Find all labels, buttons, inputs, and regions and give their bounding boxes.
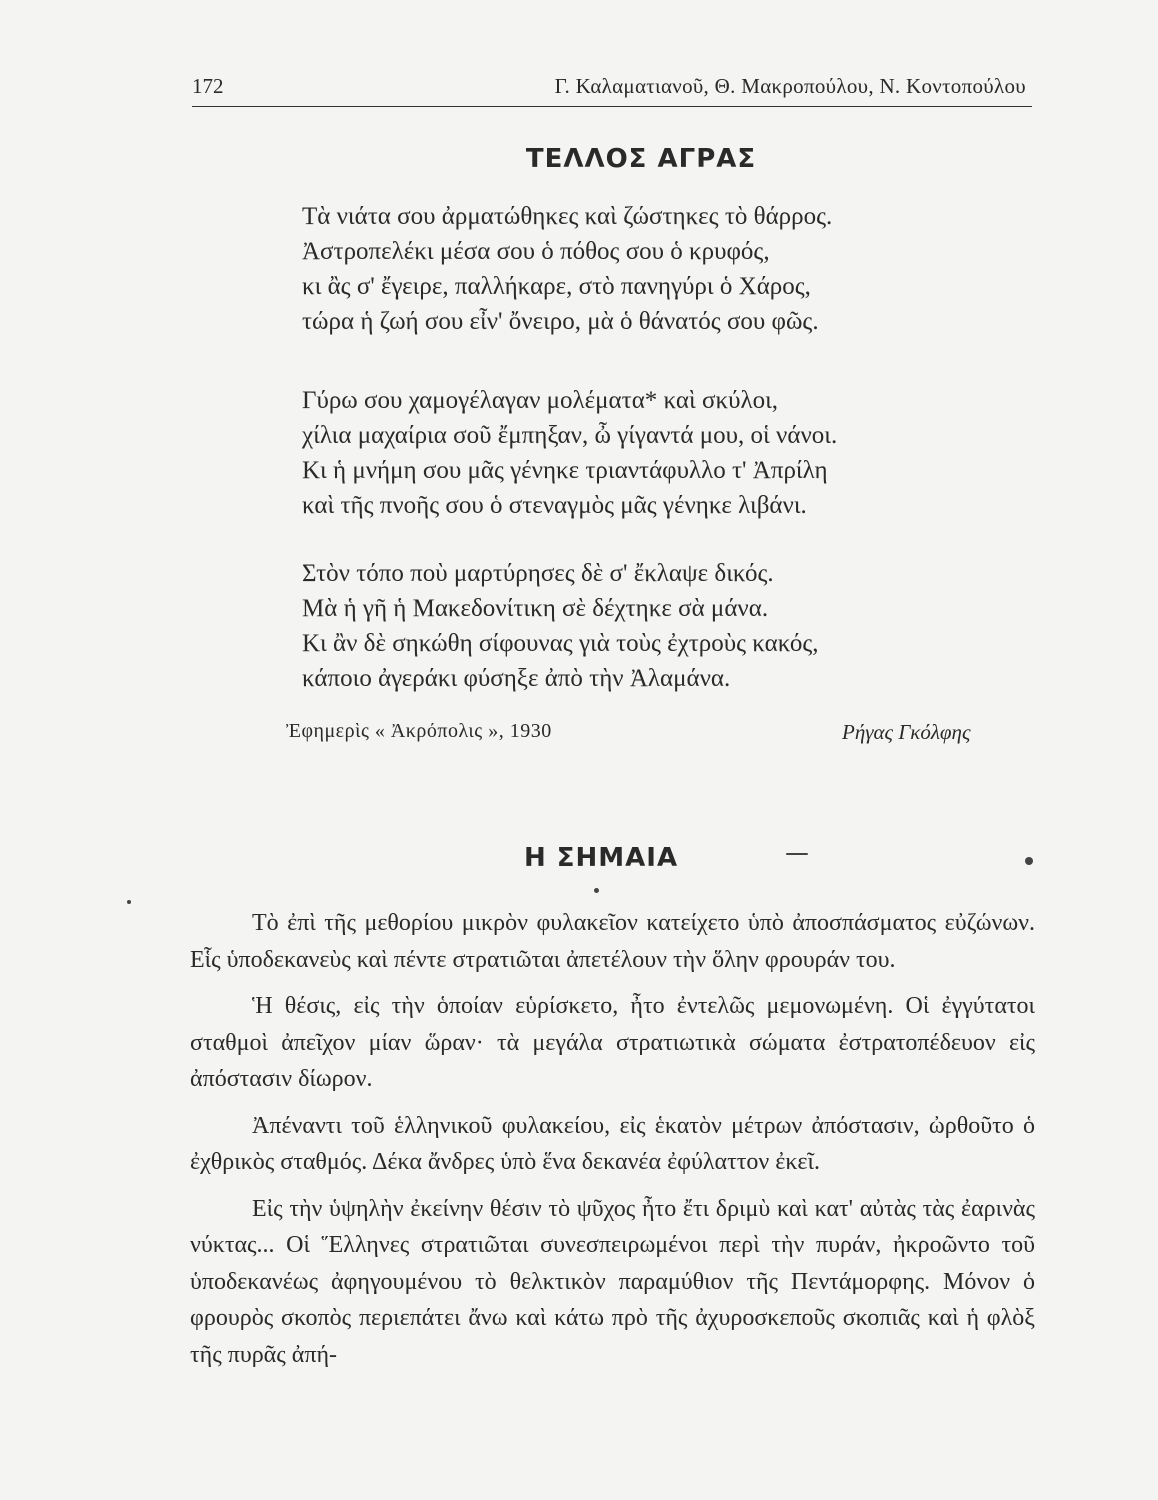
poem-line: χίλια μαχαίρια σοῦ ἔμπηξαν, ὦ γίγαντά μου, οἱ νάνοι. [302,422,838,449]
prose-paragraph: Ἀπέναντι τοῦ ἑλληνικοῦ φυλακείου, εἰς ἑκατὸν μέτρων ἀπόστασιν, ὠρθοῦτο ὁ ἐχθρικὸς σταθμός. Δέκα ἄνδρες ὑπὸ ἕνα δεκανέα ἐφύλαττον ἐκεῖ. [190,1112,1035,1175]
poem-stanza [302,199,832,339]
poem-line: κάποιο ἀγεράκι φύσηξε ἀπὸ τὴν Ἀλαμάνα. [302,665,731,692]
poem-title: ΤΕΛΛΟΣ ΑΓΡΑΣ [525,144,757,174]
ink-speck [594,888,599,893]
poem-author: Ρήγας Γκόλφης [842,720,971,744]
prose-paragraph: Ἡ θέσις, εἰς τὴν ὁποίαν εὑρίσκετο, ἦτο ἐντελῶς μεμονωμένη. Οἱ ἐγγύτατοι σταθμοὶ ἀπεῖχον μίαν ὥραν· τὰ μεγάλα στρατιωτικὰ σώματα ἐστρατοπέδευον εἰς ἀπόστασιν δίωρον. [190,993,1035,1092]
running-head: Γ. Καλαματιανοῦ, Θ. Μακροπούλου, Ν. Κοντοπούλου [554,74,1026,98]
poem-line: τώρα ἡ ζωή σου εἶν' ὄνειρο, μὰ ὁ θάνατός σου φῶς. [302,308,819,335]
poem-line: Γύρω σου χαμογέλαγαν μολέματα* καὶ σκύλοι, [302,387,779,414]
poem-line: Μὰ ἡ γῆ ἡ Μακεδονίτικη σὲ δέχτηκε σὰ μάνα. [302,595,769,622]
prose-title: Η ΣΗΜΑΙΑ [523,843,679,873]
poem-line: καὶ τῆς πνοῆς σου ὁ στεναγμὸς μᾶς γένηκε λιβάνι. [302,492,807,519]
ink-speck [127,900,131,904]
poem-stanza [302,383,837,523]
page-header [192,72,1032,107]
poem-line: Τὰ νιάτα σου ἀρματώθηκες καὶ ζώστηκες τὸ θάρρος. [302,203,833,230]
poem-line: Κι ἂν δὲ σηκώθη σίφουνας γιὰ τοὺς ἐχτροὺς κακός, [302,630,819,657]
poem-line: κι ἂς σ' ἔγειρε, παλλήκαρε, στὸ πανηγύρι ὁ Χάρος, [302,273,811,300]
poem-line: Στὸν τόπο ποὺ μαρτύρησες δὲ σ' ἔκλαψε δικός. [302,560,774,587]
poem-line: Κι ἡ μνήμη σου μᾶς γένηκε τριαντάφυλλο τ' Ἀπρίλη [302,457,828,484]
poem-source: Ἐφημερὶς « Ἀκρόπολις », 1930 [286,720,552,742]
prose-paragraph: Εἰς τὴν ὑψηλὴν ἐκείνην θέσιν τὸ ψῦχος ἦτο ἔτι δριμὺ καὶ κατ' αὐτὰς τὰς ἐαρινὰς νύκτας... Οἱ Ἕλληνες στρατιῶται συνεσπειρωμένοι περὶ τὴν πυράν, ἠκροῶντο τοῦ ὑποδεκανέως ἀφηγουμένου τὸ θελκτικὸν παραμύθιον τῆς Πεντάμορφης. Μόνον ὁ φρουρὸς σκοπὸς περιεπάτει ἄνω καὶ κάτω πρὸ τῆς ἀχυροσκεποῦς σκοπιᾶς καὶ ἡ φλὸξ τῆς πυρᾶς ἀπή- [190,1195,1035,1368]
poem-line: Ἀστροπελέκι μέσα σου ὁ πόθος σου ὁ κρυφός, [302,238,770,265]
ink-speck [786,853,808,855]
page-number: 172 [192,74,224,98]
prose-body [190,905,1035,1383]
prose-paragraph: Τὸ ἐπὶ τῆς μεθορίου μικρὸν φυλακεῖον κατείχετο ὑπὸ ἀποσπάσματος εὐζώνων. Εἷς ὑποδεκανεὺς καὶ πέντε στρατιῶται ἀπετέλουν τὴν ὅλην φρουράν του. [190,910,1035,973]
poem-stanza [302,556,818,696]
ink-speck [1025,857,1033,865]
